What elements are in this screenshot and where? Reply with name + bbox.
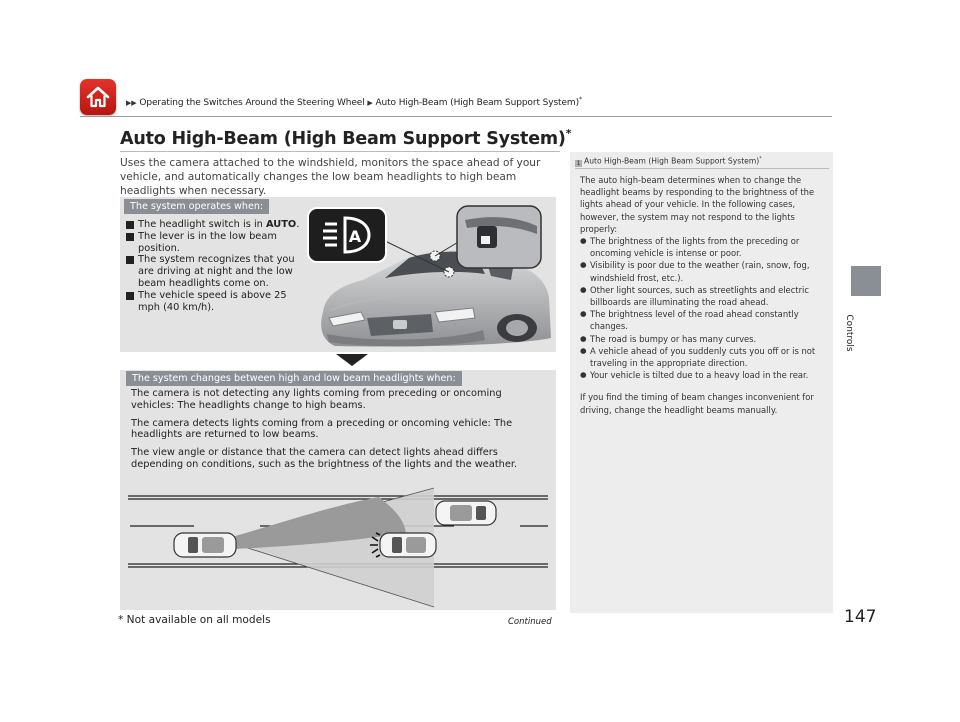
auto-high-beam-indicator-icon — [308, 208, 386, 262]
sidebar-bullet: ● Other light sources, such as streetlights and electric billboards are illuminating the road ahead. — [580, 284, 825, 308]
badge — [393, 320, 407, 329]
camera-callout — [457, 206, 541, 268]
sidebar-reference-icon: 1 — [576, 159, 581, 167]
sidebar-bullet: ● Your vehicle is tilted due to a heavy load in the rear. — [580, 369, 825, 381]
page-title — [120, 127, 571, 149]
operating-conditions-list — [126, 219, 301, 313]
square-bullet-icon — [126, 233, 134, 241]
sidebar-text — [580, 174, 825, 416]
breadcrumb — [126, 96, 582, 108]
sidebar-bullet: ● The road is bumpy or has many curves. — [580, 333, 825, 345]
title-footnote-mark: * — [565, 127, 572, 140]
header-rule — [80, 116, 832, 117]
page-title-text: Auto High-Beam (High Beam Support System) — [120, 128, 566, 149]
chapter-tab[interactable] — [851, 266, 881, 296]
condition-suffix: . — [296, 219, 300, 230]
sidebar-bullet-list — [580, 235, 825, 381]
condition-item — [126, 290, 301, 314]
breadcrumb-current-page: Auto High-Beam (High Beam Support System) — [375, 98, 579, 108]
condition-text: The system recognizes that you are driving at night and the low beam headlights come on. — [138, 254, 295, 289]
operates-tag: The system operates when: — [124, 199, 269, 214]
intro-paragraph: Uses the camera attached to the windshield, monitors the space ahead of your vehicle, and automatically changes the low beam headlights to high beam headlights when necessary. — [120, 157, 541, 197]
condition-item — [126, 231, 301, 255]
condition-item — [126, 219, 301, 231]
indicator-letter: A — [348, 227, 362, 246]
chapter-tab-text: Controls — [844, 314, 854, 352]
sidebar-heading — [575, 156, 762, 167]
chapter-tab-label[interactable] — [837, 303, 861, 363]
beam-change-item: The view angle or distance that the camera can detect lights ahead differs depending on conditions, such as the brightness of the lights and the weather. — [131, 447, 518, 470]
sidebar-rule — [575, 168, 829, 169]
condition-item — [126, 254, 301, 289]
condition-text: The vehicle speed is above 25 mph (40 km/h). — [138, 289, 287, 313]
continued-label: Continued — [508, 617, 552, 627]
breadcrumb-arrow-icon: ▶ — [367, 99, 373, 107]
condition-text: The lever is in the low beam position. — [138, 230, 277, 254]
beam-change-texts — [131, 388, 541, 477]
condition-bold: AUTO — [266, 219, 297, 230]
home-icon — [85, 84, 111, 110]
sidebar-bullet: ● A vehicle ahead of you suddenly cuts you off or is not traveling in the appropriate direction. — [580, 345, 825, 369]
condition-text: The headlight switch is in — [138, 219, 266, 230]
title-rule — [120, 151, 560, 152]
road-diagram — [124, 485, 550, 610]
page-number: 147 — [844, 607, 877, 627]
sidebar-heading-text: Auto High-Beam (High Beam Support System) — [584, 156, 760, 166]
square-bullet-icon — [126, 256, 134, 264]
own-car — [174, 533, 236, 557]
footnote: * Not available on all models — [118, 614, 271, 626]
breadcrumb-arrow-icon: ▶▶ — [126, 99, 137, 107]
sidebar-footnote-mark: * — [759, 156, 762, 162]
beam-change-tag: The system changes between high and low beam headlights when: — [126, 371, 462, 386]
breadcrumb-section-link[interactable]: Operating the Switches Around the Steering Wheel — [139, 98, 365, 108]
down-arrow-icon — [336, 354, 368, 366]
sidebar-intro: The auto high-beam determines when to change the headlight beams by responding to the brightness of the lights ahead of your vehicle. In the following cases, however, the system may not respond to the lights properly: — [580, 175, 815, 234]
home-button[interactable] — [80, 79, 116, 115]
beam-change-item: The camera detects lights coming from a preceding or oncoming vehicle: The headlights are returned to low beams. — [131, 417, 513, 441]
square-bullet-icon — [126, 292, 134, 300]
sidebar-bullet: ● Visibility is poor due to the weather (rain, snow, fog, windshield frost, etc.). — [580, 259, 825, 283]
car-camera-illustration — [305, 200, 555, 348]
breadcrumb-footnote-mark: * — [579, 96, 582, 103]
sidebar-bullet: ● The brightness level of the road ahead constantly changes. — [580, 308, 825, 332]
square-bullet-icon — [126, 221, 134, 229]
beam-change-item: The camera is not detecting any lights coming from preceding or oncoming vehicles: The headlights change to high beams. — [131, 388, 502, 411]
sidebar-bullet: ● The brightness of the lights from the preceding or oncoming vehicle is intense or poor. — [580, 235, 825, 259]
sidebar-outro: If you find the timing of beam changes inconvenient for driving, change the headlight beams manually. — [580, 392, 814, 415]
preceding-car — [436, 501, 496, 525]
